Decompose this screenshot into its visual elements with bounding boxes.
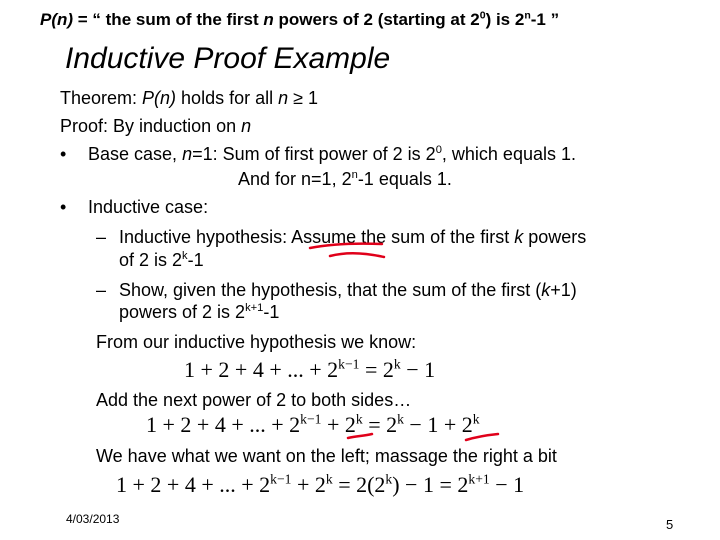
eq3-e2: k	[325, 471, 333, 487]
hyp-dash: –	[96, 227, 107, 247]
eq3-e3: k	[385, 471, 393, 487]
footer-date: 4/03/2013	[66, 512, 120, 526]
show-k: k	[541, 280, 551, 300]
eq3-m: ) − 1 = 2	[392, 472, 469, 497]
header-pn: P(n)	[40, 10, 74, 29]
show2a: powers of 2 is 2	[119, 302, 246, 322]
header-n: n	[263, 10, 274, 29]
header-tail: -1 ”	[530, 10, 560, 29]
header-exp0: 0	[479, 9, 486, 22]
eq3-eq: = 2(2	[332, 472, 386, 497]
show-dash: –	[96, 280, 107, 300]
inductive-label: Inductive case:	[88, 197, 209, 217]
hyp2exp: k	[182, 250, 188, 262]
base-line2b: -1 equals 1.	[357, 169, 452, 189]
base-line2a: And for n=1, 2	[238, 169, 352, 189]
proof-prefix: Proof: By induction on	[60, 116, 242, 136]
eq2-e2: k	[355, 411, 363, 427]
derivation-line2: Add the next power of 2 to both sides…	[96, 390, 412, 410]
base-b: =1: Sum of first power of 2 is 2	[192, 144, 436, 164]
hyp2a: of 2 is 2	[119, 250, 183, 270]
eq1-end: − 1	[400, 357, 436, 382]
eq3-lhs: 1 + 2 + 4 + ... + 2	[116, 472, 271, 497]
header-powers: powers of 2 (starting at 2	[273, 10, 480, 29]
hyp-k: k	[514, 227, 524, 247]
eq1-e1: k−1	[338, 356, 360, 372]
header-expn: n	[524, 9, 531, 22]
show-a: Show, given the hypothesis, that the sum of the first (	[119, 280, 542, 300]
base-c: , which equals 1.	[441, 144, 576, 164]
show2b: -1	[263, 302, 280, 322]
eq2-e4: k	[472, 411, 480, 427]
eq3-mid: + 2	[291, 472, 326, 497]
show-b: +1)	[550, 280, 577, 300]
derivation-line1: From our inductive hypothesis we know:	[96, 332, 417, 352]
eq1-e2: k	[393, 356, 401, 372]
eq2-e3: k	[397, 411, 404, 427]
theorem-rest: ≥ 1	[288, 88, 319, 108]
header-is: ) is 2	[485, 10, 525, 29]
page-number: 5	[666, 517, 674, 532]
eq1-eq: = 2	[359, 357, 394, 382]
eq2-m: − 1 + 2	[403, 412, 473, 437]
base-a: Base case,	[88, 144, 183, 164]
eq2-mid: + 2	[321, 412, 356, 437]
derivation-line3: We have what we want on the left; massage the right a bit	[96, 446, 557, 466]
header-eq: = “ the sum of the first	[73, 10, 264, 29]
proof-n: n	[241, 116, 252, 136]
two-k-underline-right	[466, 434, 498, 440]
eq2-e1: k−1	[300, 411, 322, 427]
hyp-b: powers	[523, 227, 587, 247]
inductive-bullet: •	[60, 197, 67, 217]
two-k-underline-left	[348, 434, 372, 438]
eq3-end: − 1	[489, 472, 525, 497]
assume-underline	[310, 244, 384, 257]
base-line2exp: n	[351, 169, 358, 181]
eq3-e4: k+1	[468, 471, 490, 487]
eq2-eq: = 2	[362, 412, 398, 437]
theorem-prefix: Theorem:	[60, 88, 143, 108]
base-exp0: 0	[435, 144, 442, 156]
hyp-a: Inductive hypothesis: Assume the sum of the first	[119, 227, 515, 247]
theorem-pn: P(n)	[142, 88, 177, 108]
show2exp: k+1	[245, 302, 264, 314]
eq3-e1: k−1	[270, 471, 292, 487]
slide-title: Inductive Proof Example	[65, 42, 391, 75]
theorem-mid: holds for all	[176, 88, 279, 108]
eq1-lhs: 1 + 2 + 4 + ... + 2	[184, 357, 339, 382]
base-n: n	[182, 144, 193, 164]
eq2-lhs: 1 + 2 + 4 + ... + 2	[146, 412, 301, 437]
base-bullet: •	[60, 144, 67, 164]
theorem-n: n	[278, 88, 289, 108]
hyp2b: -1	[187, 250, 204, 270]
